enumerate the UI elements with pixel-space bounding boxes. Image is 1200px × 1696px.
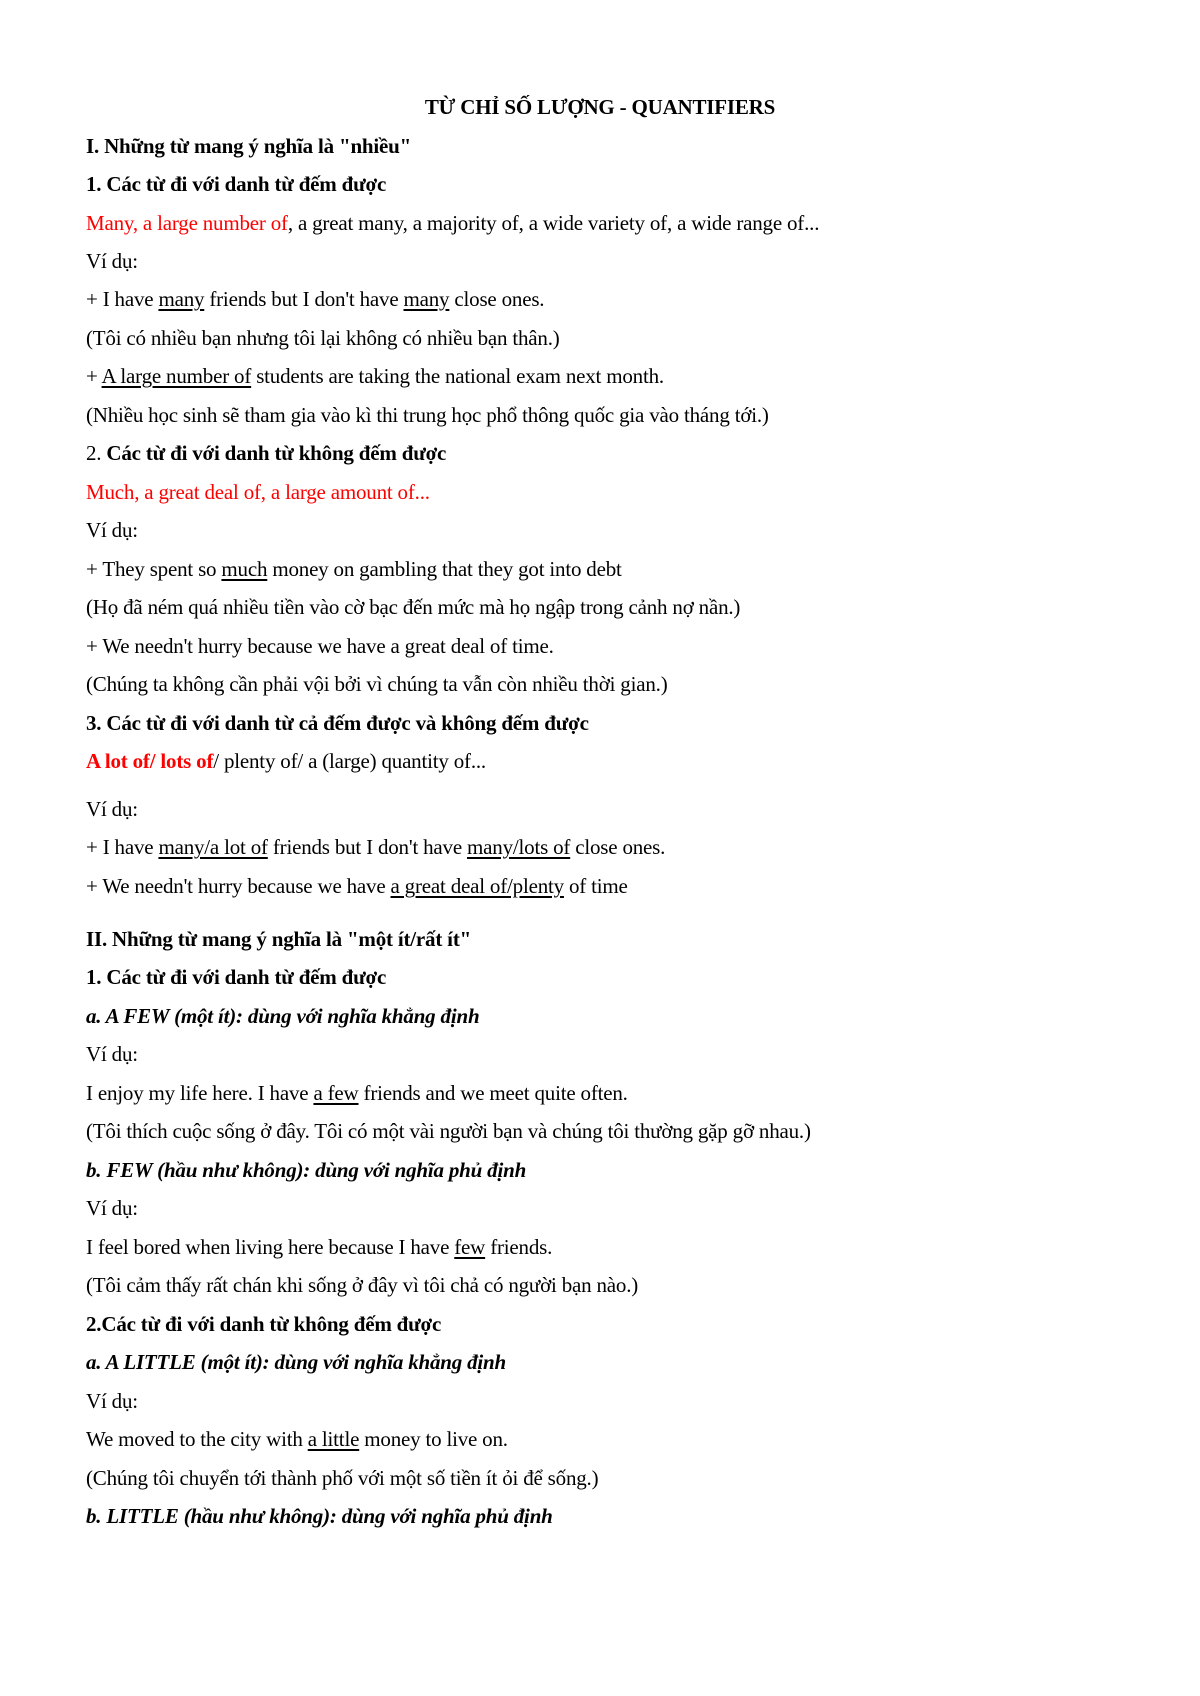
section-1-heading: I. Những từ mang ý nghĩa là "nhiều" bbox=[86, 134, 412, 158]
section-1-2-heading: 2. Các từ đi với danh từ không đếm được bbox=[86, 441, 447, 465]
underlined-quantifier: a little bbox=[307, 1427, 360, 1451]
translation: (Chúng tôi chuyển tới thành phố với một số tiền ít ỏi để sống.) bbox=[86, 1466, 599, 1490]
underlined-quantifier: much bbox=[221, 557, 268, 581]
example-sentence: + I have many/a lot of friends but I don't have many/lots of close ones. bbox=[86, 835, 666, 859]
list-rest: , a great many, a majority of, a wide variety of, a wide range of... bbox=[287, 211, 820, 235]
highlight-terms: Many, a large number of bbox=[86, 211, 288, 235]
translation: (Nhiều học sinh sẽ tham gia vào kì thi trung học phổ thông quốc gia vào tháng tới.) bbox=[86, 403, 769, 427]
translation: (Họ đã ném quá nhiều tiền vào cờ bạc đến mức mà họ ngập trong cảnh nợ nần.) bbox=[86, 595, 741, 619]
example-sentence: I feel bored when living here because I have few friends. bbox=[86, 1235, 553, 1259]
section-2-2-heading: 2.Các từ đi với danh từ không đếm được bbox=[86, 1312, 442, 1336]
translation: (Tôi thích cuộc sống ở đây. Tôi có một vài người bạn và chúng tôi thường gặp gỡ nhau.) bbox=[86, 1119, 811, 1143]
subheading-a-little: a. A LITTLE (một ít): dùng với nghĩa khẳng định bbox=[86, 1350, 507, 1374]
example-sentence: + I have many friends but I don't have many close ones. bbox=[86, 287, 545, 311]
section-1-1-list bbox=[86, 210, 819, 236]
example-label: Ví dụ: bbox=[86, 1042, 138, 1066]
example-label: Ví dụ: bbox=[86, 518, 138, 542]
underlined-quantifier: A large number of bbox=[101, 364, 252, 388]
underlined-quantifier: few bbox=[454, 1235, 486, 1259]
underlined-quantifier: many/lots of bbox=[467, 835, 571, 859]
example-label: Ví dụ: bbox=[86, 1196, 138, 1220]
example-label: Ví dụ: bbox=[86, 797, 138, 821]
section-2-heading: II. Những từ mang ý nghĩa là "một ít/rất ít" bbox=[86, 927, 472, 951]
page-title: TỪ CHỈ SỐ LƯỢNG - QUANTIFIERS bbox=[424, 95, 776, 119]
subheading-little: b. LITTLE (hầu như không): dùng với nghĩa phủ định bbox=[86, 1504, 553, 1528]
highlight-terms: A lot of/ lots of bbox=[86, 749, 214, 773]
example-sentence: We moved to the city with a little money to live on. bbox=[86, 1427, 508, 1451]
example-sentence: I enjoy my life here. I have a few friends and we meet quite often. bbox=[86, 1081, 628, 1105]
example-sentence: + We needn't hurry because we have a great deal of time. bbox=[86, 634, 554, 658]
example-label: Ví dụ: bbox=[86, 1389, 138, 1413]
subheading-a-few: a. A FEW (một ít): dùng với nghĩa khẳng định bbox=[86, 1004, 480, 1028]
section-1-3-list bbox=[86, 748, 486, 774]
translation: (Chúng ta không cần phải vội bởi vì chúng ta vẫn còn nhiều thời gian.) bbox=[86, 672, 668, 696]
underlined-quantifier: many bbox=[403, 287, 450, 311]
underlined-quantifier: many/a lot of bbox=[158, 835, 268, 859]
section-1-3-heading: 3. Các từ đi với danh từ cả đếm được và không đếm được bbox=[86, 711, 589, 735]
example-label: Ví dụ: bbox=[86, 249, 138, 273]
list-rest: / plenty of/ a (large) quantity of... bbox=[213, 749, 486, 773]
translation: (Tôi có nhiều bạn nhưng tôi lại không có nhiều bạn thân.) bbox=[86, 326, 560, 350]
underlined-quantifier: a great deal of/plenty bbox=[390, 874, 564, 898]
section-1-1-heading: 1. Các từ đi với danh từ đếm được bbox=[86, 172, 387, 196]
example-sentence: + They spent so much money on gambling that they got into debt bbox=[86, 557, 622, 581]
subheading-few: b. FEW (hầu như không): dùng với nghĩa phủ định bbox=[86, 1158, 527, 1182]
underlined-quantifier: a few bbox=[313, 1081, 359, 1105]
translation: (Tôi cảm thấy rất chán khi sống ở đây vì tôi chả có người bạn nào.) bbox=[86, 1273, 639, 1297]
example-sentence: + We needn't hurry because we have a great deal of/plenty of time bbox=[86, 874, 628, 898]
example-sentence: + A large number of students are taking the national exam next month. bbox=[86, 364, 664, 388]
underlined-quantifier: many bbox=[158, 287, 205, 311]
section-2-1-heading: 1. Các từ đi với danh từ đếm được bbox=[86, 965, 387, 989]
highlight-terms: Much, a great deal of, a large amount of... bbox=[86, 480, 430, 504]
